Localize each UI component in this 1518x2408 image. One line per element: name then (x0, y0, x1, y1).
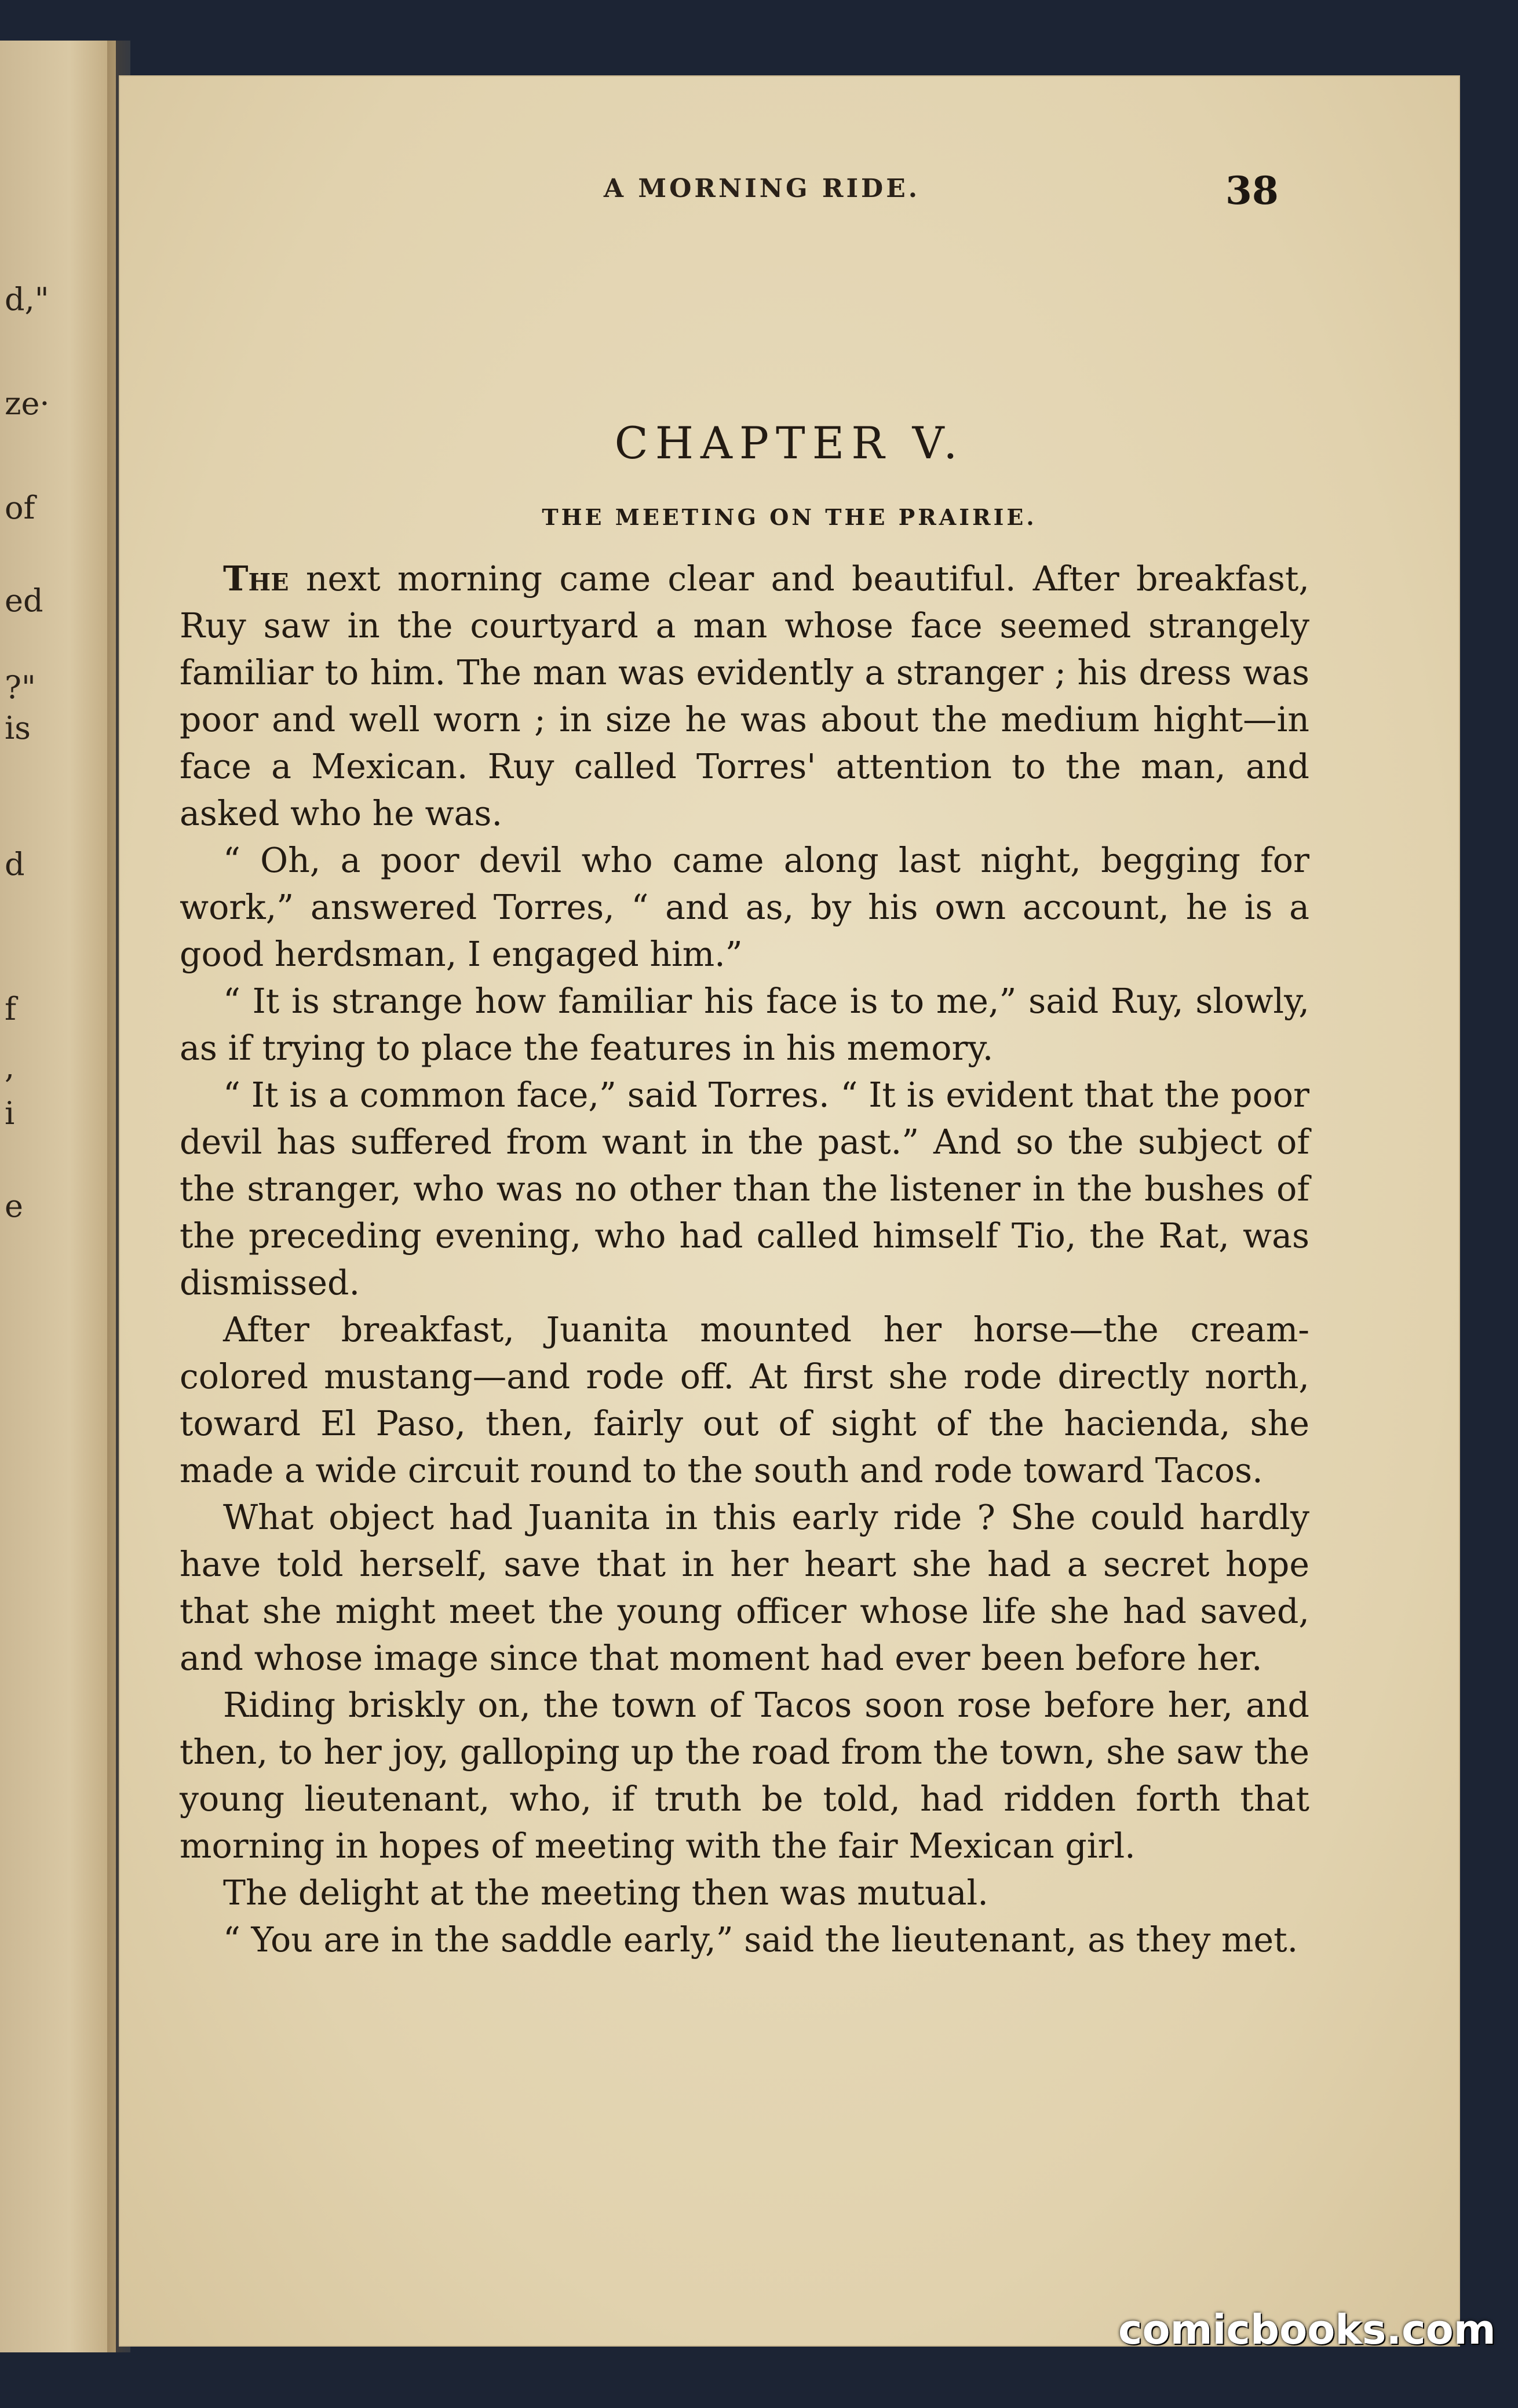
left-page-fragment: ?" (5, 669, 36, 706)
left-page-fragment: , (5, 1049, 15, 1085)
left-page-fragment: d (5, 846, 25, 882)
left-page-fragment: of (5, 490, 35, 526)
paragraph-text: What object had Juanita in this early ride ? She could hardly have told herself, save that in her heart she had a secret hope that she might meet the young officer whose life she had saved, and whose image since that moment had ever been before her. (180, 1498, 1309, 1678)
paragraph (180, 1307, 1309, 1494)
left-page-fragment: i (5, 1095, 15, 1132)
chapter-subtitle: THE MEETING ON THE PRAIRIE. (542, 504, 1037, 530)
paragraph (180, 978, 1309, 1072)
running-head (119, 168, 1460, 214)
paragraph-lead-word: The (223, 559, 289, 599)
paragraph-text: “ Oh, a poor devil who came along last night, begging for work,” answered Torres, “ and as, by his own account, he is a good herdsman, I engaged him.” (180, 841, 1309, 974)
left-page-edge (0, 41, 116, 2352)
paragraph-text: “ You are in the saddle early,” said the lieutenant, as they met. (223, 1920, 1298, 1960)
paragraph (180, 1870, 1309, 1917)
paragraph-text: “ It is a common face,” said Torres. “ It is evident that the poor devil has suffered from want in the past.” And so the subject of the stranger, who was no other than the listener in the bushes of the preceding evening, who had called himself Tio, the Rat, was dismissed. (180, 1075, 1309, 1302)
paragraph (180, 1072, 1309, 1307)
left-page-fragment: e (5, 1188, 23, 1224)
paragraph-text: Riding briskly on, the town of Tacos soon rose before her, and then, to her joy, galloping up the road from the town, she saw the young lieutenant, who, if truth be told, had ridden forth that morning in hopes of meeting with the fair Mexican girl. (180, 1685, 1309, 1866)
paragraph-text: “ It is strange how familiar his face is to me,” said Ruy, slowly, as if trying to place the features in his memory. (180, 982, 1309, 1068)
paragraph (180, 1682, 1309, 1870)
left-page-fragment: ed (5, 582, 43, 619)
watermark-logo: comicbooks.com (1118, 2306, 1496, 2354)
paragraph-text: After breakfast, Juanita mounted her horse—the cream-colored mustang—and rode off. At first she rode directly north, toward El Paso, then, fairly out of sight of the hacienda, she made a wide circuit round to the south and rode toward Tacos. (180, 1310, 1309, 1490)
left-page-fragment: d," (5, 281, 49, 318)
paragraph (180, 1494, 1309, 1682)
paragraph (180, 555, 1309, 837)
left-page-fragment: ze· (5, 385, 50, 422)
book-page (119, 75, 1460, 2347)
paragraph-text: The delight at the meeting then was mutual. (223, 1873, 988, 1913)
running-title: A MORNING RIDE. (603, 174, 921, 203)
paragraph (180, 1917, 1309, 1964)
paragraph (180, 837, 1309, 978)
left-page-fragment: is (5, 710, 31, 746)
left-page-fragment: f (5, 991, 16, 1027)
chapter-body (180, 555, 1309, 1964)
page-number: 38 (1225, 168, 1279, 213)
paragraph-text: next morning came clear and beautiful. After breakfast, Ruy saw in the courtyard a man whose face seemed strangely familiar to him. The man was evidently a stranger ; his dress was poor and well worn ; in size he was about the medium hight—in face a Mexican. Ruy called Torres' attention to the man, and asked who he was. (180, 559, 1309, 833)
chapter-title: CHAPTER V. (614, 417, 965, 469)
